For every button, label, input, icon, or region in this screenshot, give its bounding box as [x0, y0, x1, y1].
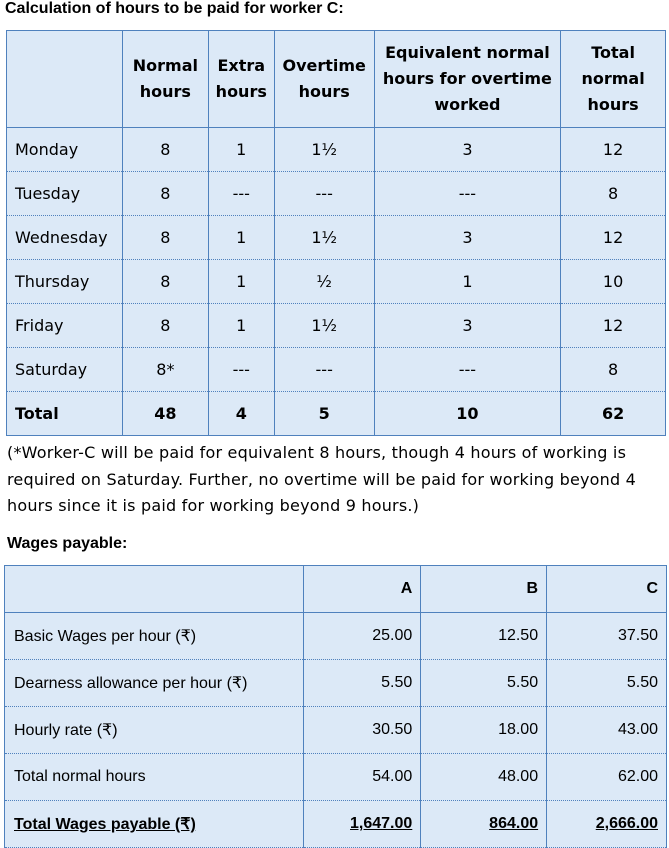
row-label: Thursday — [7, 260, 123, 304]
row-label: Total Wages payable (₹) — [5, 801, 304, 848]
cell: 3 — [374, 216, 561, 260]
cell: 12 — [561, 216, 666, 260]
cell: 8 — [561, 172, 666, 216]
cell: 12.50 — [421, 613, 547, 660]
cell: 1½ — [274, 128, 374, 172]
cell: 1 — [208, 216, 274, 260]
cell: 5 — [274, 392, 374, 436]
cell: 8 — [122, 304, 208, 348]
footnote: (*Worker-C will be paid for equivalent 8 hours, though 4 hours of working is required on Saturday. Further, no overtime will be paid for working beyond 4 hours since it is paid for working beyond 9 hours.) — [7, 443, 637, 515]
cell: 54.00 — [304, 754, 421, 801]
cell: 4 — [208, 392, 274, 436]
cell: --- — [374, 172, 561, 216]
cell: 18.00 — [421, 707, 547, 754]
table-row — [7, 260, 666, 304]
cell: 12 — [561, 304, 666, 348]
table-row — [7, 128, 666, 172]
row-label: Total — [7, 392, 123, 436]
hours-table — [6, 30, 666, 436]
cell: 10 — [561, 260, 666, 304]
cell: 37.50 — [547, 613, 667, 660]
cell: 3 — [374, 128, 561, 172]
row-label: Friday — [7, 304, 123, 348]
cell: --- — [274, 348, 374, 392]
row-label: Dearness allowance per hour (₹) — [5, 660, 304, 707]
cell: 8 — [122, 128, 208, 172]
header-cell: Normal hours — [122, 31, 208, 128]
total-row — [5, 801, 667, 848]
table-row — [5, 707, 667, 754]
cell: 864.00 — [421, 801, 547, 848]
table-row — [5, 613, 667, 660]
header-cell: Overtime hours — [274, 31, 374, 128]
header-cell: Equivalent normal hours for overtime worked — [374, 31, 561, 128]
cell: 1½ — [274, 304, 374, 348]
cell: --- — [274, 172, 374, 216]
cell: 5.50 — [421, 660, 547, 707]
cell: 5.50 — [304, 660, 421, 707]
cell: ½ — [274, 260, 374, 304]
cell: --- — [208, 348, 274, 392]
row-label: Monday — [7, 128, 123, 172]
wages-table — [4, 565, 667, 848]
table-row — [7, 216, 666, 260]
cell: 48 — [122, 392, 208, 436]
header-cell: Total normal hours — [561, 31, 666, 128]
cell: 1 — [208, 128, 274, 172]
cell: 1½ — [274, 216, 374, 260]
cell: 8 — [122, 260, 208, 304]
header-cell: B — [421, 566, 547, 613]
header-cell — [7, 31, 123, 128]
cell: 1 — [374, 260, 561, 304]
cell: --- — [208, 172, 274, 216]
table-row — [5, 660, 667, 707]
cell: 10 — [374, 392, 561, 436]
header-cell — [5, 566, 304, 613]
page-title: Calculation of hours to be paid for worker C: — [5, 0, 344, 17]
cell: 2,666.00 — [547, 801, 667, 848]
cell: --- — [374, 348, 561, 392]
cell: 8 — [122, 216, 208, 260]
cell: 62.00 — [547, 754, 667, 801]
cell: 25.00 — [304, 613, 421, 660]
cell: 8 — [122, 172, 208, 216]
table-row — [5, 754, 667, 801]
cell: 1 — [208, 260, 274, 304]
cell: 1 — [208, 304, 274, 348]
cell: 8 — [561, 348, 666, 392]
row-label: Saturday — [7, 348, 123, 392]
cell: 8* — [122, 348, 208, 392]
total-row — [7, 392, 666, 436]
table-row — [7, 348, 666, 392]
cell: 48.00 — [421, 754, 547, 801]
row-label: Wednesday — [7, 216, 123, 260]
header-cell: A — [304, 566, 421, 613]
cell: 12 — [561, 128, 666, 172]
cell: 3 — [374, 304, 561, 348]
row-label: Basic Wages per hour (₹) — [5, 613, 304, 660]
table-row — [7, 172, 666, 216]
table-row — [7, 304, 666, 348]
row-label: Total normal hours — [5, 754, 304, 801]
row-label: Hourly rate (₹) — [5, 707, 304, 754]
cell: 30.50 — [304, 707, 421, 754]
cell: 1,647.00 — [304, 801, 421, 848]
cell: 62 — [561, 392, 666, 436]
header-cell: C — [547, 566, 667, 613]
cell: 43.00 — [547, 707, 667, 754]
cell: 5.50 — [547, 660, 667, 707]
header-cell: Extra hours — [208, 31, 274, 128]
row-label: Tuesday — [7, 172, 123, 216]
section-title: Wages payable: — [7, 535, 128, 552]
